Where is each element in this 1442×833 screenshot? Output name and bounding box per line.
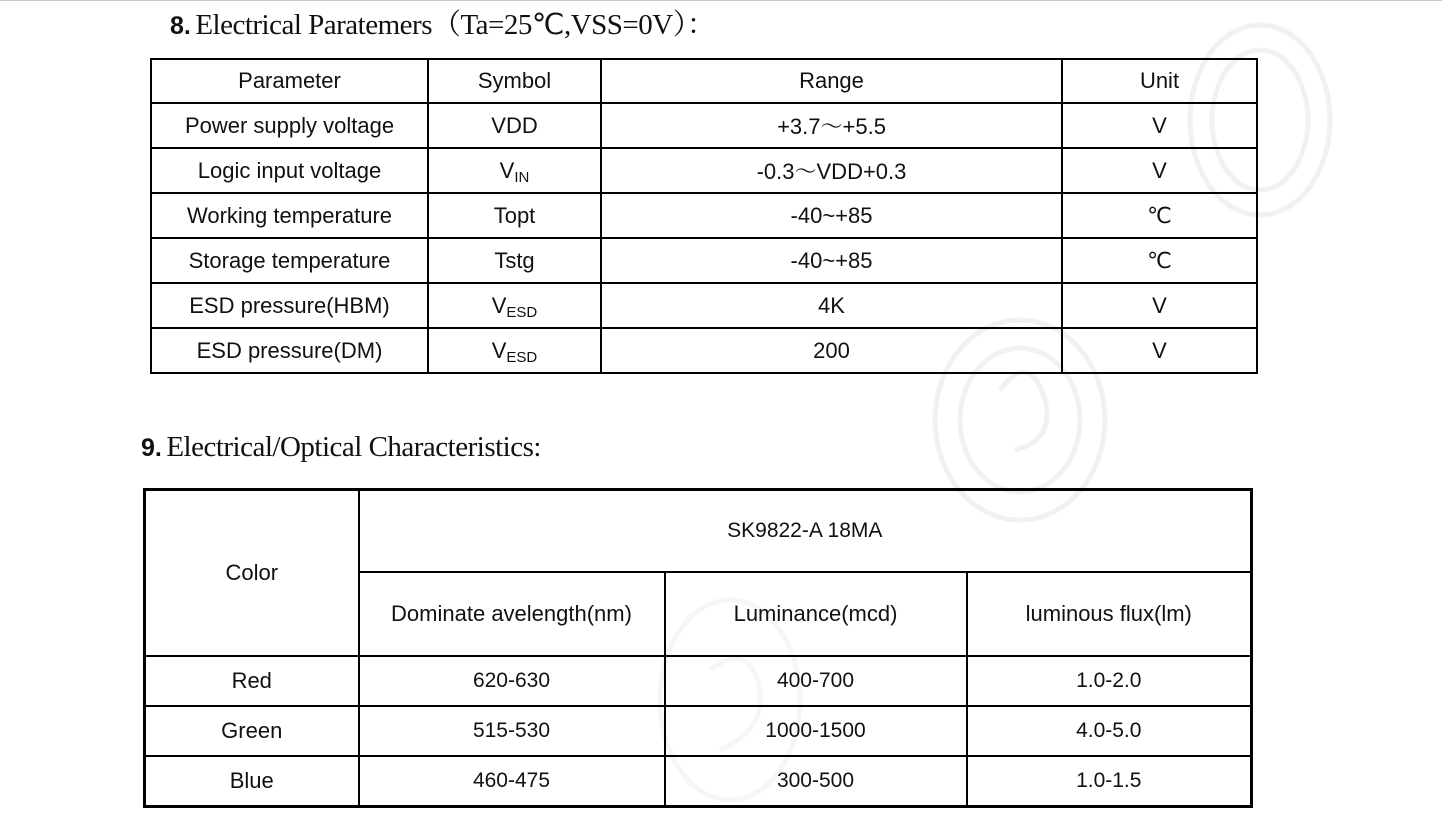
luminance-cell: 300-500	[665, 756, 967, 807]
symbol-subscript: IN	[514, 168, 530, 186]
parameter-cell: Storage temperature	[151, 238, 428, 283]
symbol-cell	[428, 193, 601, 238]
flux-cell: 1.0-2.0	[967, 656, 1252, 706]
unit-cell: ℃	[1062, 238, 1257, 283]
symbol-cell	[428, 238, 601, 283]
unit-cell: V	[1062, 328, 1257, 373]
parameter-cell: ESD pressure(DM)	[151, 328, 428, 373]
symbol-text: V	[499, 157, 515, 183]
wavelength-cell: 620-630	[359, 656, 665, 706]
table-header-row	[145, 490, 1252, 573]
section-8-title: Electrical Paratemers（Ta=25℃,VSS=0V）：	[195, 9, 716, 41]
wavelength-cell: 515-530	[359, 706, 665, 756]
header-model-group: SK9822-A 18MA	[359, 490, 1252, 573]
table-row	[145, 756, 1252, 807]
table-row	[151, 238, 1257, 283]
table-header-row	[151, 59, 1257, 103]
header-color: Color	[145, 490, 359, 657]
unit-cell: V	[1062, 283, 1257, 328]
section-9-heading	[141, 431, 541, 464]
flux-cell: 4.0-5.0	[967, 706, 1252, 756]
range-cell: -40~+85	[601, 238, 1062, 283]
unit-cell: V	[1062, 103, 1257, 148]
unit-cell: V	[1062, 148, 1257, 193]
symbol-text: Topt	[493, 202, 536, 228]
header-symbol: Symbol	[428, 59, 601, 103]
color-cell: Green	[145, 706, 359, 756]
section-9-title: Electrical/Optical Characteristics:	[166, 431, 541, 463]
range-cell: 200	[601, 328, 1062, 373]
symbol-cell	[428, 283, 601, 328]
top-divider	[0, 0, 1442, 1]
header-flux: luminous flux(lm)	[967, 572, 1252, 656]
symbol-subscript: ESD	[506, 348, 538, 366]
range-cell: +3.7～+5.5	[601, 103, 1062, 148]
table-row	[145, 706, 1252, 756]
parameter-cell: ESD pressure(HBM)	[151, 283, 428, 328]
electrical-parameters-table	[150, 58, 1258, 374]
wavelength-cell: 460-475	[359, 756, 665, 807]
range-cell: -40~+85	[601, 193, 1062, 238]
parameter-cell: Logic input voltage	[151, 148, 428, 193]
optical-characteristics-table	[143, 488, 1253, 808]
symbol-cell	[428, 148, 601, 193]
table-row	[151, 148, 1257, 193]
table-row	[151, 283, 1257, 328]
symbol-subscript: ESD	[506, 303, 538, 321]
symbol-text: VDD	[491, 112, 538, 138]
table-row	[151, 328, 1257, 373]
table-row	[151, 193, 1257, 238]
parameter-cell: Power supply voltage	[151, 103, 428, 148]
luminance-cell: 1000-1500	[665, 706, 967, 756]
symbol-text: Tstg	[494, 247, 535, 273]
table-row	[151, 103, 1257, 148]
header-range: Range	[601, 59, 1062, 103]
range-cell: -0.3～VDD+0.3	[601, 148, 1062, 193]
header-parameter: Parameter	[151, 59, 428, 103]
symbol-cell	[428, 103, 601, 148]
color-cell: Blue	[145, 756, 359, 807]
symbol-text: V	[491, 337, 507, 363]
flux-cell: 1.0-1.5	[967, 756, 1252, 807]
luminance-cell: 400-700	[665, 656, 967, 706]
table-row	[145, 656, 1252, 706]
section-9-number: 9.	[141, 434, 162, 462]
header-luminance: Luminance(mcd)	[665, 572, 967, 656]
section-8-heading	[170, 2, 715, 43]
header-unit: Unit	[1062, 59, 1257, 103]
color-cell: Red	[145, 656, 359, 706]
section-8-number: 8.	[170, 12, 191, 40]
header-wavelength: Dominate avelength(nm)	[359, 572, 665, 656]
unit-cell: ℃	[1062, 193, 1257, 238]
symbol-text: V	[491, 292, 507, 318]
range-cell: 4K	[601, 283, 1062, 328]
symbol-cell	[428, 328, 601, 373]
parameter-cell: Working temperature	[151, 193, 428, 238]
